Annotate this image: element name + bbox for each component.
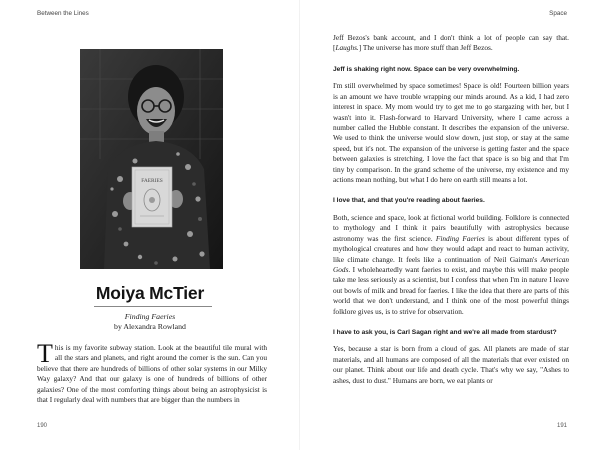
answer-text: Both, science and space, look at fictional world building. Folklore is connected to mythology and I think it pairs beautifully with astrophysics because astronomy was the first science. xyxy=(333,212,569,243)
book-title-inline: Finding Faeries xyxy=(435,233,485,243)
book-title-inline: American Gods xyxy=(333,254,569,274)
interview-question: I love that, and that you're reading about faeries. xyxy=(333,197,485,205)
answer-paragraph xyxy=(333,213,569,317)
interview-question: I have to ask you, is Carl Sagan right and we're all made from stardust? xyxy=(333,328,557,336)
profile-name: Moiya McTier xyxy=(95,283,205,303)
answer-text: . I wholeheartedly want faeries to exist, and maybe this will make people take me less seriously as a scientist, but I confess that when I'm in nature I leave out bowls of milk and bread for faeries. I like the idea that there are parts of this world that we don't understand, and I think one of the most powerful things folklore gives us, is to strive for observation. xyxy=(333,264,569,316)
intro-text: his is my favorite subway station. Look at the beautiful tile mural with all the stars and planets, and right around the corner is the sun. Can you believe that there are hundreds of billions of other solar systems in our Milky Way galaxy? And that our galaxy is one of hundreds of billions of other galaxies? One of the most comforting things about being an astrophysicist is that I regularly deal with numbers that are bigger than the numbers in xyxy=(37,343,267,405)
answer-paragraph: Yes, because a star is born from a cloud of gas. All planets are made of star materials, and all humans are composed of all the materials that ever existed on our planet. Think about our life and death cycle. That's why we say, "Ashes to ashes, dust to dust." Humans are born, we eat plants or xyxy=(333,344,569,385)
intro-paragraph xyxy=(37,339,267,405)
answer-text: ] The universe has more stuff than Jeff Bezos. xyxy=(358,43,493,53)
interview-column xyxy=(333,33,569,397)
name-divider xyxy=(94,306,212,307)
page-number-left: 190 xyxy=(37,423,48,429)
book-cover-title: FAERIES xyxy=(141,178,163,184)
drop-cap: T xyxy=(37,339,53,368)
portrait-photo xyxy=(80,49,223,269)
page-number-right: 191 xyxy=(556,423,567,429)
running-head-left: Between the Lines xyxy=(37,10,89,17)
answer-paragraph xyxy=(333,33,569,54)
answer-text: is about different types of mythological creatures and how they would adapt and react to human activity, like climate change. It feels like a continuation of Neil Gaiman's xyxy=(333,233,569,264)
byline: by Alexandra Rowland xyxy=(114,322,186,331)
answer-text: Jeff Bezos's bank account, and I don't think a lot of people can say that. [ xyxy=(333,33,569,53)
book-title: Finding Faeries xyxy=(124,312,176,321)
running-head-right: Space xyxy=(549,10,567,17)
answer-paragraph: I'm still overwhelmed by space sometimes! Space is old! Fourteen billion years is an amount we have trouble wrapping our minds around. As a kid, I had zero interest in space. My mom would try to get me to go stargazing with her, but I wasn't into it. Flash-forward to Harvard University, where I came across a number called the Hubble constant. It describes the expansion of the universe. We used to think the universe would slow down, just stop, or stay at the same speed, but it's not. The expansion of the universe is getting faster and the space between galaxies is stretching. I love the fact that space is so big and that I'm tiny by comparison. In the grand scheme of the universe, my existence and my actions mean nothing, but what I do here on earth still means a lot. xyxy=(333,81,569,184)
interview-question: Jeff is shaking right now. Space can be very overwhelming. xyxy=(333,65,520,73)
right-page xyxy=(300,0,600,450)
stage-direction: Laughs. xyxy=(335,43,359,53)
